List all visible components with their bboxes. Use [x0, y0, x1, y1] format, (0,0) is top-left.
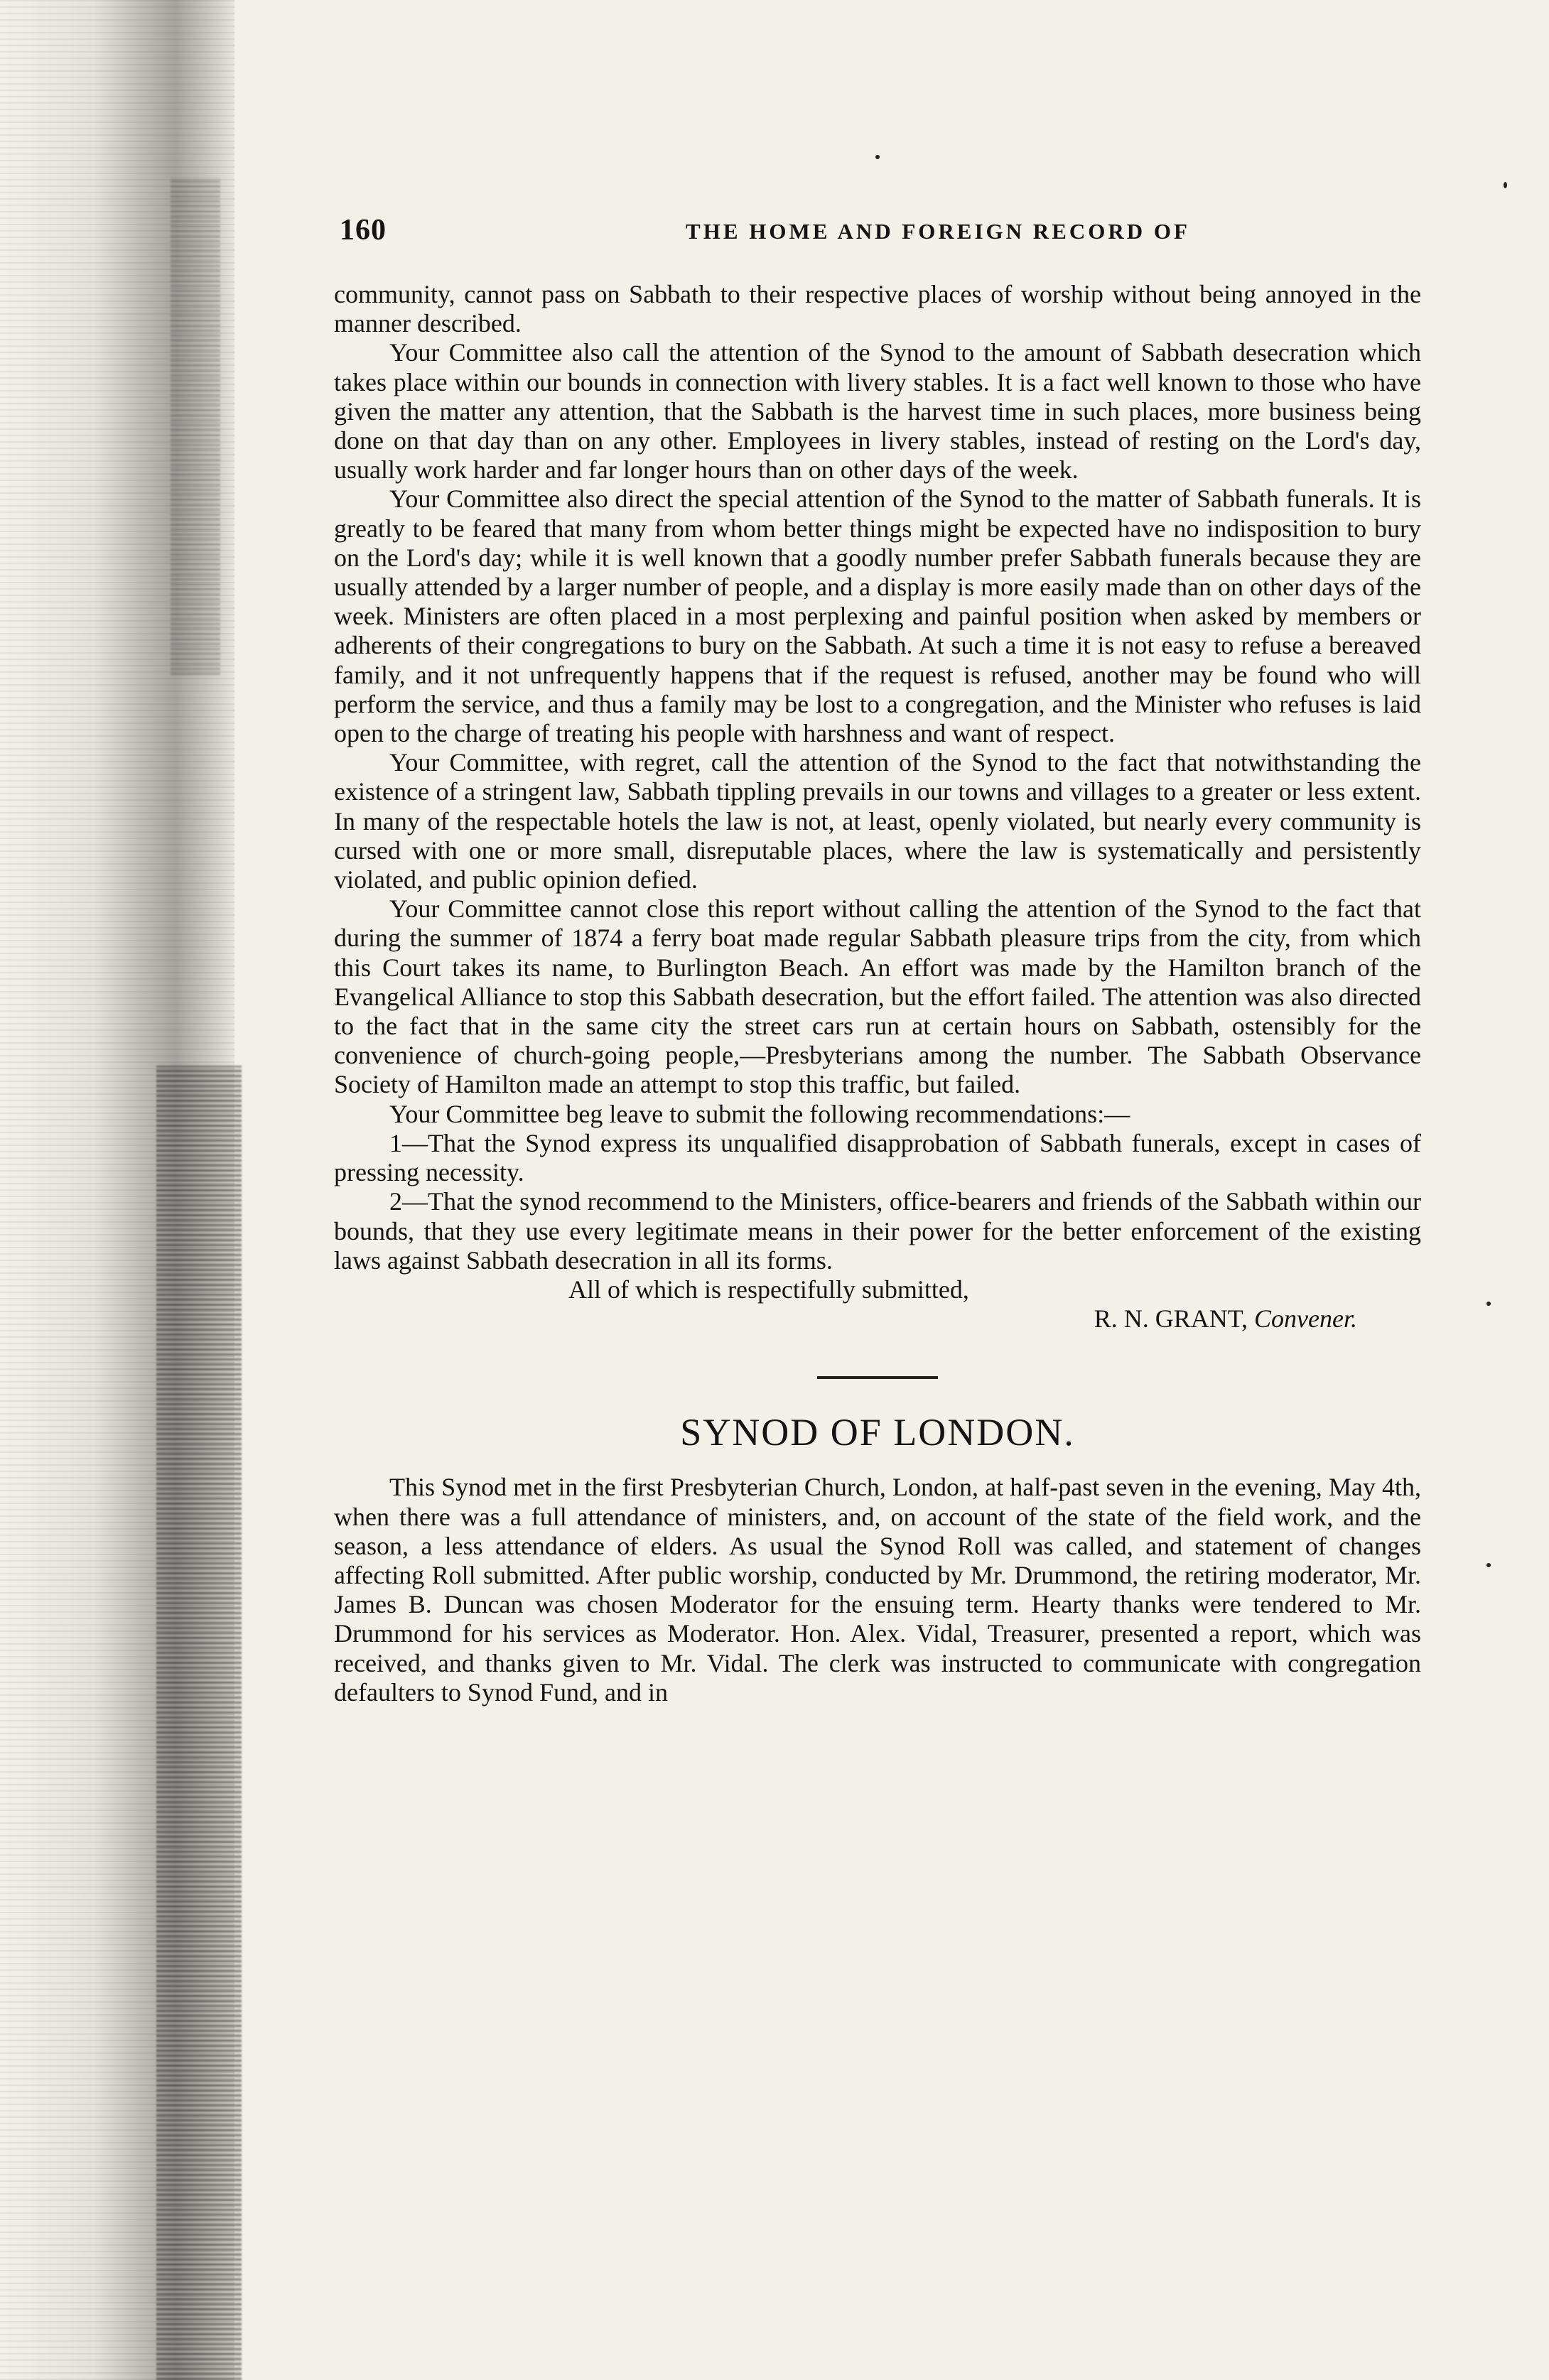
signature-line — [334, 1304, 1421, 1334]
paragraph-livery-stables: Your Committee also call the attention of the Synod to the amount of Sabbath desecration which takes place within our bounds in connection with livery stables. It is a fact well known to those who have given the matter any attention, that the Sabbath is the harvest time in such places, more business being done on that day than on any other. Employees in livery stables, instead of resting on the Lord's day, usually work harder and far longer hours than on other days of the week. — [334, 338, 1421, 485]
recommendation-2: 2—That the synod recommend to the Ministers, office-bearers and friends of the Sabbath within our bounds, that they use every legitimate means in their power for the better enforcement of the existing laws against Sabbath desecration in all its forms. — [334, 1187, 1421, 1275]
scan-speck — [1486, 1302, 1491, 1306]
closing-line: All of which is respectifully submitted, — [568, 1275, 969, 1304]
paragraph-ferry-boat: Your Committee cannot close this report without calling the attention of the Synod to the fact that during the summer of 1874 a ferry boat made regular Sabbath pleasure trips from the city, from which this Court takes its name, to Burlington Beach. An effort was made by the Hamilton branch of the Evangelical Alliance to stop this Sabbath desecration, but the effort failed. The attention was also directed to the fact that in the same city the street cars run at certain hours on Sabbath, ostensibly for the convenience of church-going people,—Presbyterians among the number. The Sabbath Observance Society of Hamilton made an attempt to stop this traffic, but failed. — [334, 894, 1421, 1099]
signatory-role: Convener. — [1254, 1304, 1357, 1334]
signoff — [334, 1275, 1421, 1334]
running-head — [334, 213, 1421, 263]
scan-speck — [1504, 182, 1507, 188]
paragraph-sabbath-tippling: Your Committee, with regret, call the attention of the Synod to the fact that notwithstanding the existence of a stringent law, Sabbath tippling prevails in our towns and villages to a greater or less extent. In many of the respectable hotels the law is not, at least, openly violated, but nearly every community is cursed with one or more small, disreputable places, where the law is systematically and persistently violated, and public opinion defied. — [334, 748, 1421, 894]
binding-gutter-streak-lower — [156, 1066, 242, 2380]
section-body — [334, 1473, 1421, 1707]
page-number: 160 — [340, 214, 387, 247]
running-title: THE HOME AND FOREIGN RECORD OF — [686, 219, 1190, 244]
scan-speck — [1486, 1563, 1491, 1567]
paragraph-recommendations-intro: Your Committee beg leave to submit the following recommendations:— — [389, 1099, 1130, 1128]
paragraph-synod-of-london: This Synod met in the first Presbyterian Church, London, at half-past seven in the evening, May 4th, when there was a full attendance of ministers, and, on account of the state of the field work, and the season, a less attendance of elders. As usual the Synod Roll was called, and statement of changes affecting Roll submitted. After public worship, conducted by Mr. Drummond, the retiring moderator, Mr. James B. Duncan was chosen Moderator for the ensuing term. Hearty thanks were tendered to Mr. Drummond for his services as Moderator. Hon. Alex. Vidal, Treasurer, presented a report, which was received, and thanks given to Mr. Vidal. The clerk was instructed to communicate with congregation defaulters to Synod Fund, and in — [334, 1473, 1421, 1706]
signatory-name: R. N. GRANT, — [1094, 1304, 1248, 1334]
binding-gutter-streak-upper — [171, 178, 220, 675]
section-title: SYNOD OF LONDON. — [680, 1411, 1075, 1454]
section-divider — [817, 1376, 938, 1379]
paragraph-continuation: community, cannot pass on Sabbath to their respective places of worship without being annoyed in the manner described. — [334, 280, 1421, 338]
document-page — [334, 213, 1421, 1707]
paragraph-sabbath-funerals: Your Committee also direct the special attention of the Synod to the matter of Sabbath funerals. It is greatly to be feared that many from whom better things might be expected have no indisposition to bury on the Lord's day; while it is well known that a goodly number prefer Sabbath funerals because they are usually attended by a larger number of people, and a display is more easily made than on other days of the week. Ministers are often placed in a most perplexing and painful position when asked by members or adherents of their congregations to bury on the Sabbath. At such a time it is not easy to refuse a bereaved family, and it not unfrequently happens that if the request is refused, another may be found who will perform the service, and thus a family may be lost to a congregation, and the Minister who refuses is laid open to the charge of treating his people with harshness and want of respect. — [334, 485, 1421, 748]
recommendation-1: 1—That the Synod express its unqualified disapprobation of Sabbath funerals, except in cases of pressing necessity. — [334, 1128, 1421, 1187]
scan-speck — [875, 155, 880, 159]
report-body — [334, 280, 1421, 1275]
